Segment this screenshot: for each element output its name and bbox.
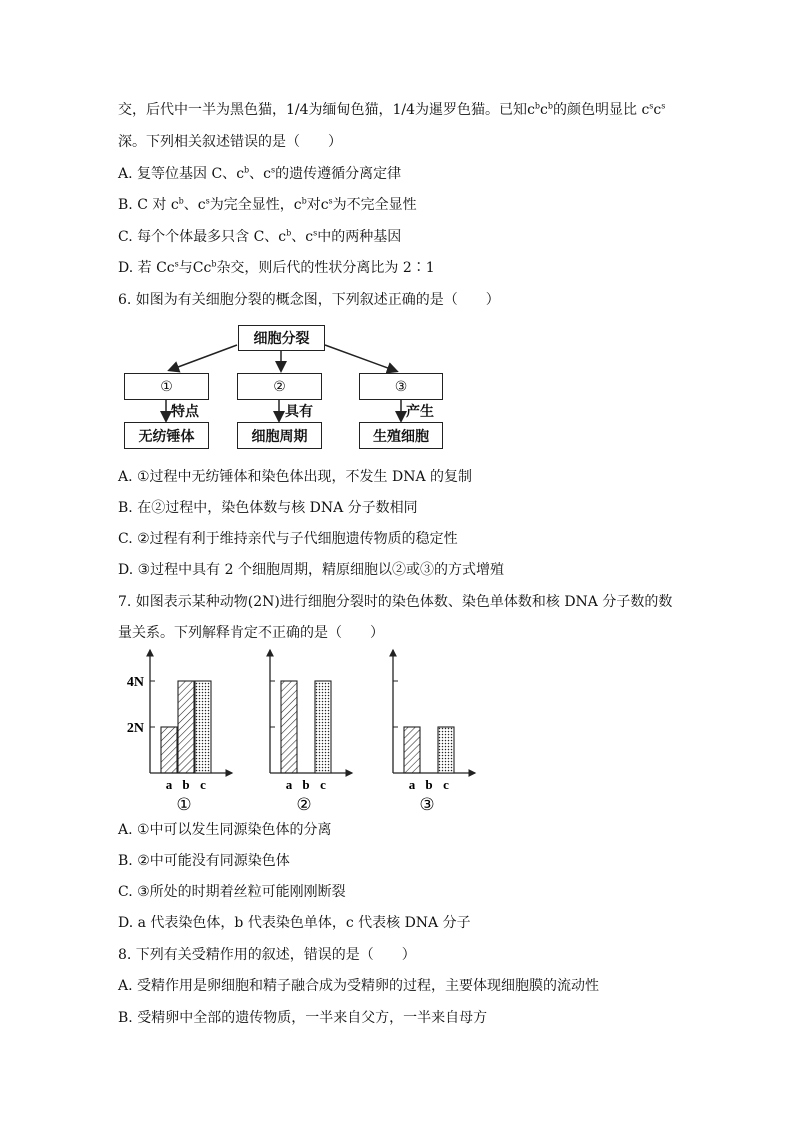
y-tick-label-4N: 4N: [126, 675, 144, 690]
q7-option-a: A. ①中可以发生同源染色体的分离: [118, 822, 332, 838]
bar-a-1: [161, 727, 177, 773]
bar-a-2: [281, 681, 297, 773]
x-label-c-2: c: [320, 777, 326, 792]
x-label-b-3: b: [425, 777, 433, 792]
flow-label-3: 产生: [406, 404, 434, 420]
q6-stem: 6. 如图为有关细胞分裂的概念图，下列叙述正确的是（ ）: [118, 292, 500, 308]
q6-option-c: C. ②过程有利于维持亲代与子代细胞遗传物质的稳定性: [118, 531, 458, 547]
q8-option-b: B. 受精卵中全部的遗传物质，一半来自父方，一半来自母方: [118, 1010, 488, 1026]
flow-top-box: 细胞分裂: [238, 325, 325, 351]
q6-option-d: D. ③过程中具有 2 个细胞周期，精原细胞以②或③的方式增殖: [118, 562, 504, 578]
q7-stem-1: 7. 如图表示某种动物(2N)进行细胞分裂时的染色体数、染色单体数和核 DNA 分子数的数: [118, 594, 673, 610]
x-label-c-3: c: [443, 777, 449, 792]
q7-stem-2: 量关系。下列解释肯定不正确的是（ ）: [118, 625, 384, 641]
q7-bar-charts: [0, 640, 794, 820]
flow-bottom-1: 无纺锤体: [124, 422, 209, 449]
q5-option-c: C. 每个个体最多只含 C、$c^b$、$c^s$中的两种基因: [118, 228, 402, 245]
flow-node-1: ①: [124, 373, 209, 400]
bar-c-1: [195, 681, 211, 773]
flow-node-3: ③: [359, 373, 443, 400]
q5-option-a: A. 复等位基因 C、$c^b$、$c^s$的遗传遵循分离定律: [118, 165, 402, 182]
q5-option-b: B. C 对 $c^b$、$c^s$为完全显性，$c^b$对$c^s$为不完全显性: [118, 196, 417, 213]
q8-stem: 8. 下列有关受精作用的叙述，错误的是（ ）: [118, 947, 416, 963]
chart-title-1: ①: [176, 795, 192, 814]
q8-option-a: A. 受精作用是卵细胞和精子融合成为受精卵的过程，主要体现细胞膜的流动性: [118, 978, 600, 994]
bar-c-2: [315, 681, 331, 773]
x-label-a-2: a: [285, 777, 293, 792]
q5-line1: 交，后代中一半为黑色猫，1/4为缅甸色猫，1/4为暹罗色猫。已知$c^bc^b$的颜色明显比 $c^sc^s$: [118, 101, 666, 118]
arrow-top-to-node1: [170, 345, 237, 370]
chart-title-3: ③: [419, 795, 435, 814]
q7-option-b: B. ②中可能没有同源染色体: [118, 853, 290, 869]
q6-option-b: B. 在②过程中，染色体数与核 DNA 分子数相同: [118, 500, 418, 516]
bar-b-1: [178, 681, 194, 773]
bar-c-3: [438, 727, 454, 773]
bar-a-3: [404, 727, 420, 773]
x-label-b-2: b: [302, 777, 310, 792]
flow-label-2: 具有: [285, 404, 313, 420]
q7-option-c: C. ③所处的时期着丝粒可能刚刚断裂: [118, 884, 346, 900]
x-label-b-1: b: [182, 777, 190, 792]
chart-title-2: ②: [296, 795, 312, 814]
q5-line2: 深。下列相关叙述错误的是（ ）: [118, 134, 342, 150]
q7-option-d: D. a 代表染色体，b 代表染色单体，c 代表核 DNA 分子: [118, 915, 471, 931]
y-tick-label-2N: 2N: [126, 721, 144, 736]
flow-label-1: 特点: [171, 404, 199, 420]
q5-option-d: D. 若 Cc$^s$与Cc$^b$杂交，则后代的性状分离比为 2∶1: [118, 259, 435, 276]
arrow-top-to-node3: [325, 345, 396, 371]
flow-bottom-2: 细胞周期: [237, 422, 322, 449]
flow-node-2: ②: [237, 373, 322, 400]
x-label-a-1: a: [165, 777, 173, 792]
x-label-c-1: c: [200, 777, 206, 792]
q6-option-a: A. ①过程中无纺锤体和染色体出现，不发生 DNA 的复制: [118, 469, 473, 485]
flow-bottom-3: 生殖细胞: [359, 422, 443, 449]
x-label-a-3: a: [408, 777, 416, 792]
